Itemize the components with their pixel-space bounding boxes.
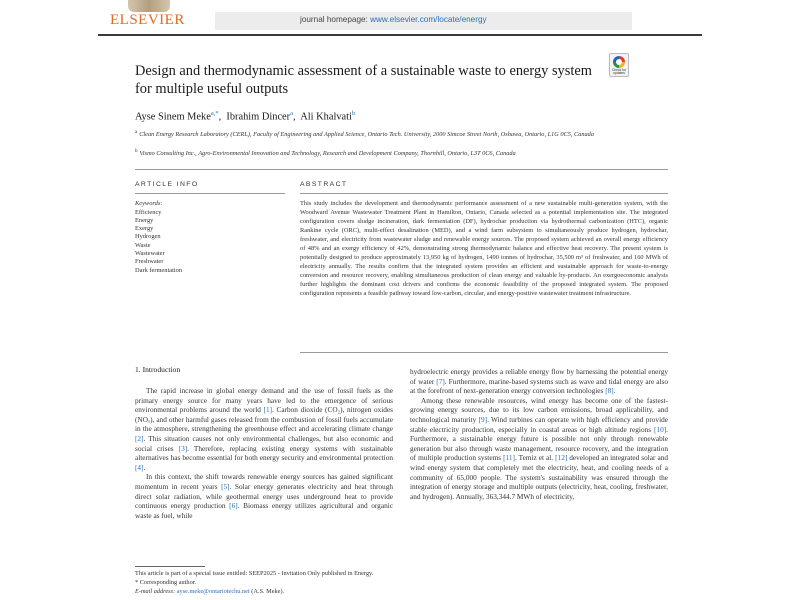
keyword-item: Exergy [135, 225, 154, 233]
body-column-left [135, 386, 393, 520]
citation-link[interactable]: [9] [478, 414, 488, 424]
citation-link[interactable]: [10] [654, 424, 667, 434]
author-marks[interactable]: a [290, 110, 294, 117]
keywords-label: Keywords: [135, 200, 163, 207]
text-run: In this context, the shift towards renewable energy sources has gained significant momentum in recent years [135, 472, 393, 491]
citation-link[interactable]: [5] [221, 481, 230, 491]
crossmark-icon [613, 56, 625, 68]
crossmark-label: Check for updates [611, 68, 627, 76]
citation-link[interactable]: [11] [503, 453, 515, 463]
paragraph [410, 396, 668, 502]
text-run: . Furthermore, a sustainable energy future is possible not only through renewable generation but also through waste management, resource recovery, and the integration of multiple production systems [410, 424, 668, 463]
text-run: developed an integrated solar and wind energy system that completely met the electricity, heat, and cooling needs of a community of 65,000 people. The system's sustainability was ensured through the integration of energy storage and multiple outputs (electricity, heat, cooling, freshwater, and hydrogen). Annually, 363,344.7 MWh of electricity, [410, 453, 668, 501]
author-marks[interactable]: a,* [210, 110, 219, 117]
keyword-item: Freshwater [135, 258, 164, 266]
footnote-rule [135, 566, 205, 567]
paragraph [410, 367, 668, 396]
citation-link[interactable]: [4] [135, 462, 144, 472]
citation-link[interactable]: [1] [263, 405, 273, 415]
affiliation-mark: b [135, 149, 138, 154]
citation-link[interactable]: [12] [555, 453, 568, 463]
article-info-heading: ARTICLE INFO [135, 181, 199, 188]
author-name[interactable]: Ali Khalvati [300, 111, 352, 123]
divider [135, 169, 668, 170]
affiliation-text: Vismo Consulting Inc., Agro-Environmental Innovation and Technology, Research and Development Company, Thornhill, Ontario, L3T 0C6, Canada [139, 150, 516, 158]
journal-homepage-band [215, 12, 632, 30]
citation-link[interactable]: [7] [436, 376, 445, 386]
text-run: Among these renewable resources, wind energy has become one of the fastest-growing energy sources, due to its low carbon emissions, broad applicability, and technological maturity [410, 395, 668, 424]
journal-homepage-link[interactable]: www.elsevier.com/locate/energy [370, 15, 487, 24]
citation-link[interactable]: [2] [135, 433, 144, 443]
publisher-name: ELSEVIER [110, 12, 185, 28]
divider [300, 193, 668, 194]
crossmark-badge[interactable] [609, 53, 629, 77]
keyword-item: Energy [135, 216, 154, 224]
text-run: . Carbon dioxide (CO₂), nitrogen oxides (NOₓ), and other harmful gases released from the combustion of fossil fuels accumulate in the atmosphere, strengthening the greenhouse effect and accelerating climate change [135, 405, 393, 434]
corresponding-author-note: * Corresponding author. [135, 579, 197, 586]
keyword-item: Wastewater [135, 249, 165, 257]
affiliation-mark: a [135, 130, 138, 135]
text-run: . [143, 462, 146, 472]
text-run: . Furthermore, marine-based systems such as wave and tidal energy are also at the forefront of next-generation energy conversion technologies [410, 376, 668, 396]
email-link[interactable]: ayse.meke@ontariotechu.net [176, 588, 250, 595]
divider [300, 352, 668, 353]
email-owner: (A.S. Meke). [251, 588, 285, 595]
email-label: E-mail address: [135, 588, 176, 595]
abstract-text: This study includes the development and thermodynamic performance assessment of a new sustainable multi-generation system, with the Woodward Avenue Wastewater Treatment Plant in Hamilton, Ontario, Canada selected as a potential implementation site. The integrated configuration covers sludge incineration, dark fermentation (DF), hydrochar production via hydrothermal carbonization (HTC), organic Rankine cycle (ORC), multi-effect desalination (MED), and a wind farm subsystem to simultaneously produce hydrogen, hydrochar, freshwater, and electricity from wastewater sludge and renewable energy sources. The proposed system achieved an overall energy efficiency of 48% and an exergy efficiency of 42%, demonstrating strong thermodynamic balance and effective heat recovery. The present system is potentially designed to produce approximately 13,950 kg of hydrogen, 1490 tonnes of hydrochar, 35,500 m³ of freshwater, and 160 MWh of electricity annually. The results confirm that the integrated system provides an efficient and sustainable approach for waste-to-energy conversion and resource recovery, enabling simultaneous production of clean energy and valuable by-products. An exergoeconomic analysis further highlights the dominant cost drivers and confirms the economic feasibility of the proposed integrated system. The proposed configuration represents a feasible pathway toward low-carbon, circular, and energy-positive wastewater treatment infrastructure. [300, 200, 668, 298]
text-run: . This situation causes not only environmental challenges, but also economic and social crises [135, 433, 393, 453]
text-run: hydroelectric energy provides a reliable energy flow by harnessing the potential energy of water [410, 367, 668, 386]
author-name[interactable]: Ayse Sinem Meke [135, 111, 211, 123]
keyword-item: Efficiency [135, 208, 162, 216]
email-footnote [135, 588, 284, 595]
affiliation-text: Clean Energy Research Laboratory (CERL), Faculty of Engineering and Applied Science, Ontario Tech. University, 2000 Simcoe Street North, Oshawa, Ontario, L1G 0C5, Canada [139, 131, 594, 139]
keyword-item: Dark fermentation [135, 266, 183, 274]
text-run: . Solar energy generates electricity and heat through direct solar radiation, while geothermal energy uses underground heat to provide continuous energy production [135, 481, 393, 511]
affiliation [135, 129, 615, 140]
elsevier-logo[interactable] [100, 0, 212, 28]
body-column-right [410, 367, 668, 501]
affiliation [135, 148, 615, 159]
journal-header [0, 0, 800, 36]
section-heading: 1. Introduction [135, 365, 181, 374]
paragraph [135, 472, 393, 520]
text-run: . Temiz et al. [514, 453, 556, 463]
text-run: The rapid increase in global energy demand and the use of fossil fuels as the primary energy source for many years have led to the emergence of serious environmental problems around the world [135, 386, 393, 415]
abstract-heading: ABSTRACT [300, 181, 348, 188]
author-list: Ayse Sinem Meke$^{a,*}$, Ibrahim Dincer$^a$, Ali Khalvati$^b$ [135, 110, 356, 123]
keyword-item: Waste [135, 241, 151, 249]
citation-link[interactable]: [3] [178, 443, 188, 453]
journal-homepage-label: journal homepage: [300, 15, 368, 24]
text-run: . [613, 386, 616, 396]
article-title: Design and thermodynamic assessment of a sustainable waste to energy system for multiple useful outputs [135, 63, 592, 97]
journal-homepage [300, 15, 487, 24]
header-rule [98, 34, 702, 36]
divider [135, 193, 285, 194]
citation-link[interactable]: [6] [229, 501, 238, 511]
author-name[interactable]: Ibrahim Dincer [226, 111, 291, 123]
text-run: . Therefore, replacing existing energy systems with sustainable alternatives has become essential for both energy security and environmental protection [135, 443, 393, 463]
text-run: . Wind turbines can operate with high efficiency and provide stable electricity production, especially in coastal areas or high altitude regions [410, 414, 668, 434]
keyword-list [135, 209, 182, 275]
text-run: . Biomass energy utilizes agricultural and organic waste as fuel, while [135, 501, 393, 520]
keyword-item: Hydrogen [135, 233, 161, 241]
citation-link[interactable]: [8] [605, 386, 614, 396]
footnote: This article is part of a special issue entitled: SEEP2025 - Invitation Only published in Energy. [135, 570, 374, 577]
author-marks[interactable]: b [351, 110, 356, 117]
elsevier-tree-icon [128, 0, 170, 12]
paragraph [135, 386, 393, 472]
